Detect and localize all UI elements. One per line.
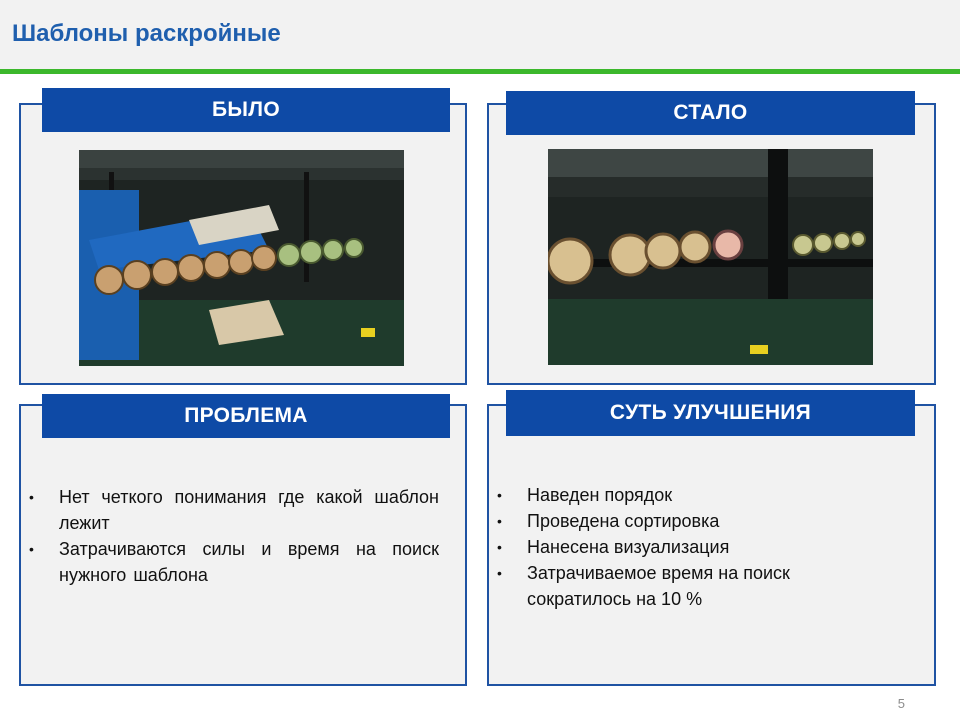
improvement-item-text: Затрачиваемое время на поиск сократилось на 10 % (527, 563, 790, 609)
list-item (497, 482, 837, 508)
slide-header (0, 0, 960, 70)
bullet-icon: • (497, 487, 502, 503)
improvement-item-text: Нанесена визуализация (527, 537, 730, 557)
improvement-header (506, 390, 915, 436)
improvement-item-text: Наведен порядок (527, 485, 673, 505)
problem-header (42, 394, 450, 438)
page-title: Шаблоны раскройные (12, 20, 281, 47)
before-photo (79, 150, 404, 366)
problem-label: ПРОБЛЕМА (184, 404, 308, 427)
bullet-icon: • (29, 489, 34, 505)
before-header (42, 88, 450, 132)
problem-item-text: Затрачиваются силы и время на поиск нужного шаблона (59, 539, 439, 585)
list-item (497, 534, 837, 560)
list-item (29, 484, 439, 536)
after-header (506, 91, 915, 135)
page-number: 5 (897, 696, 905, 711)
after-label: СТАЛО (673, 101, 748, 124)
improvement-label: СУТЬ УЛУЧШЕНИЯ (609, 401, 812, 424)
bullet-icon: • (497, 539, 502, 555)
before-label: БЫЛО (212, 98, 280, 121)
header-divider (0, 69, 960, 74)
problem-item-text: Нет четкого понимания где какой шаблон лежит (59, 487, 439, 533)
list-item (497, 560, 837, 612)
improvement-list (497, 482, 837, 612)
list-item (29, 536, 439, 588)
bullet-icon: • (497, 565, 502, 581)
problem-list (29, 484, 439, 588)
bullet-icon: • (29, 541, 34, 557)
bullet-icon: • (497, 513, 502, 529)
after-photo (548, 149, 873, 365)
list-item (497, 508, 837, 534)
improvement-item-text: Проведена сортировка (527, 511, 720, 531)
